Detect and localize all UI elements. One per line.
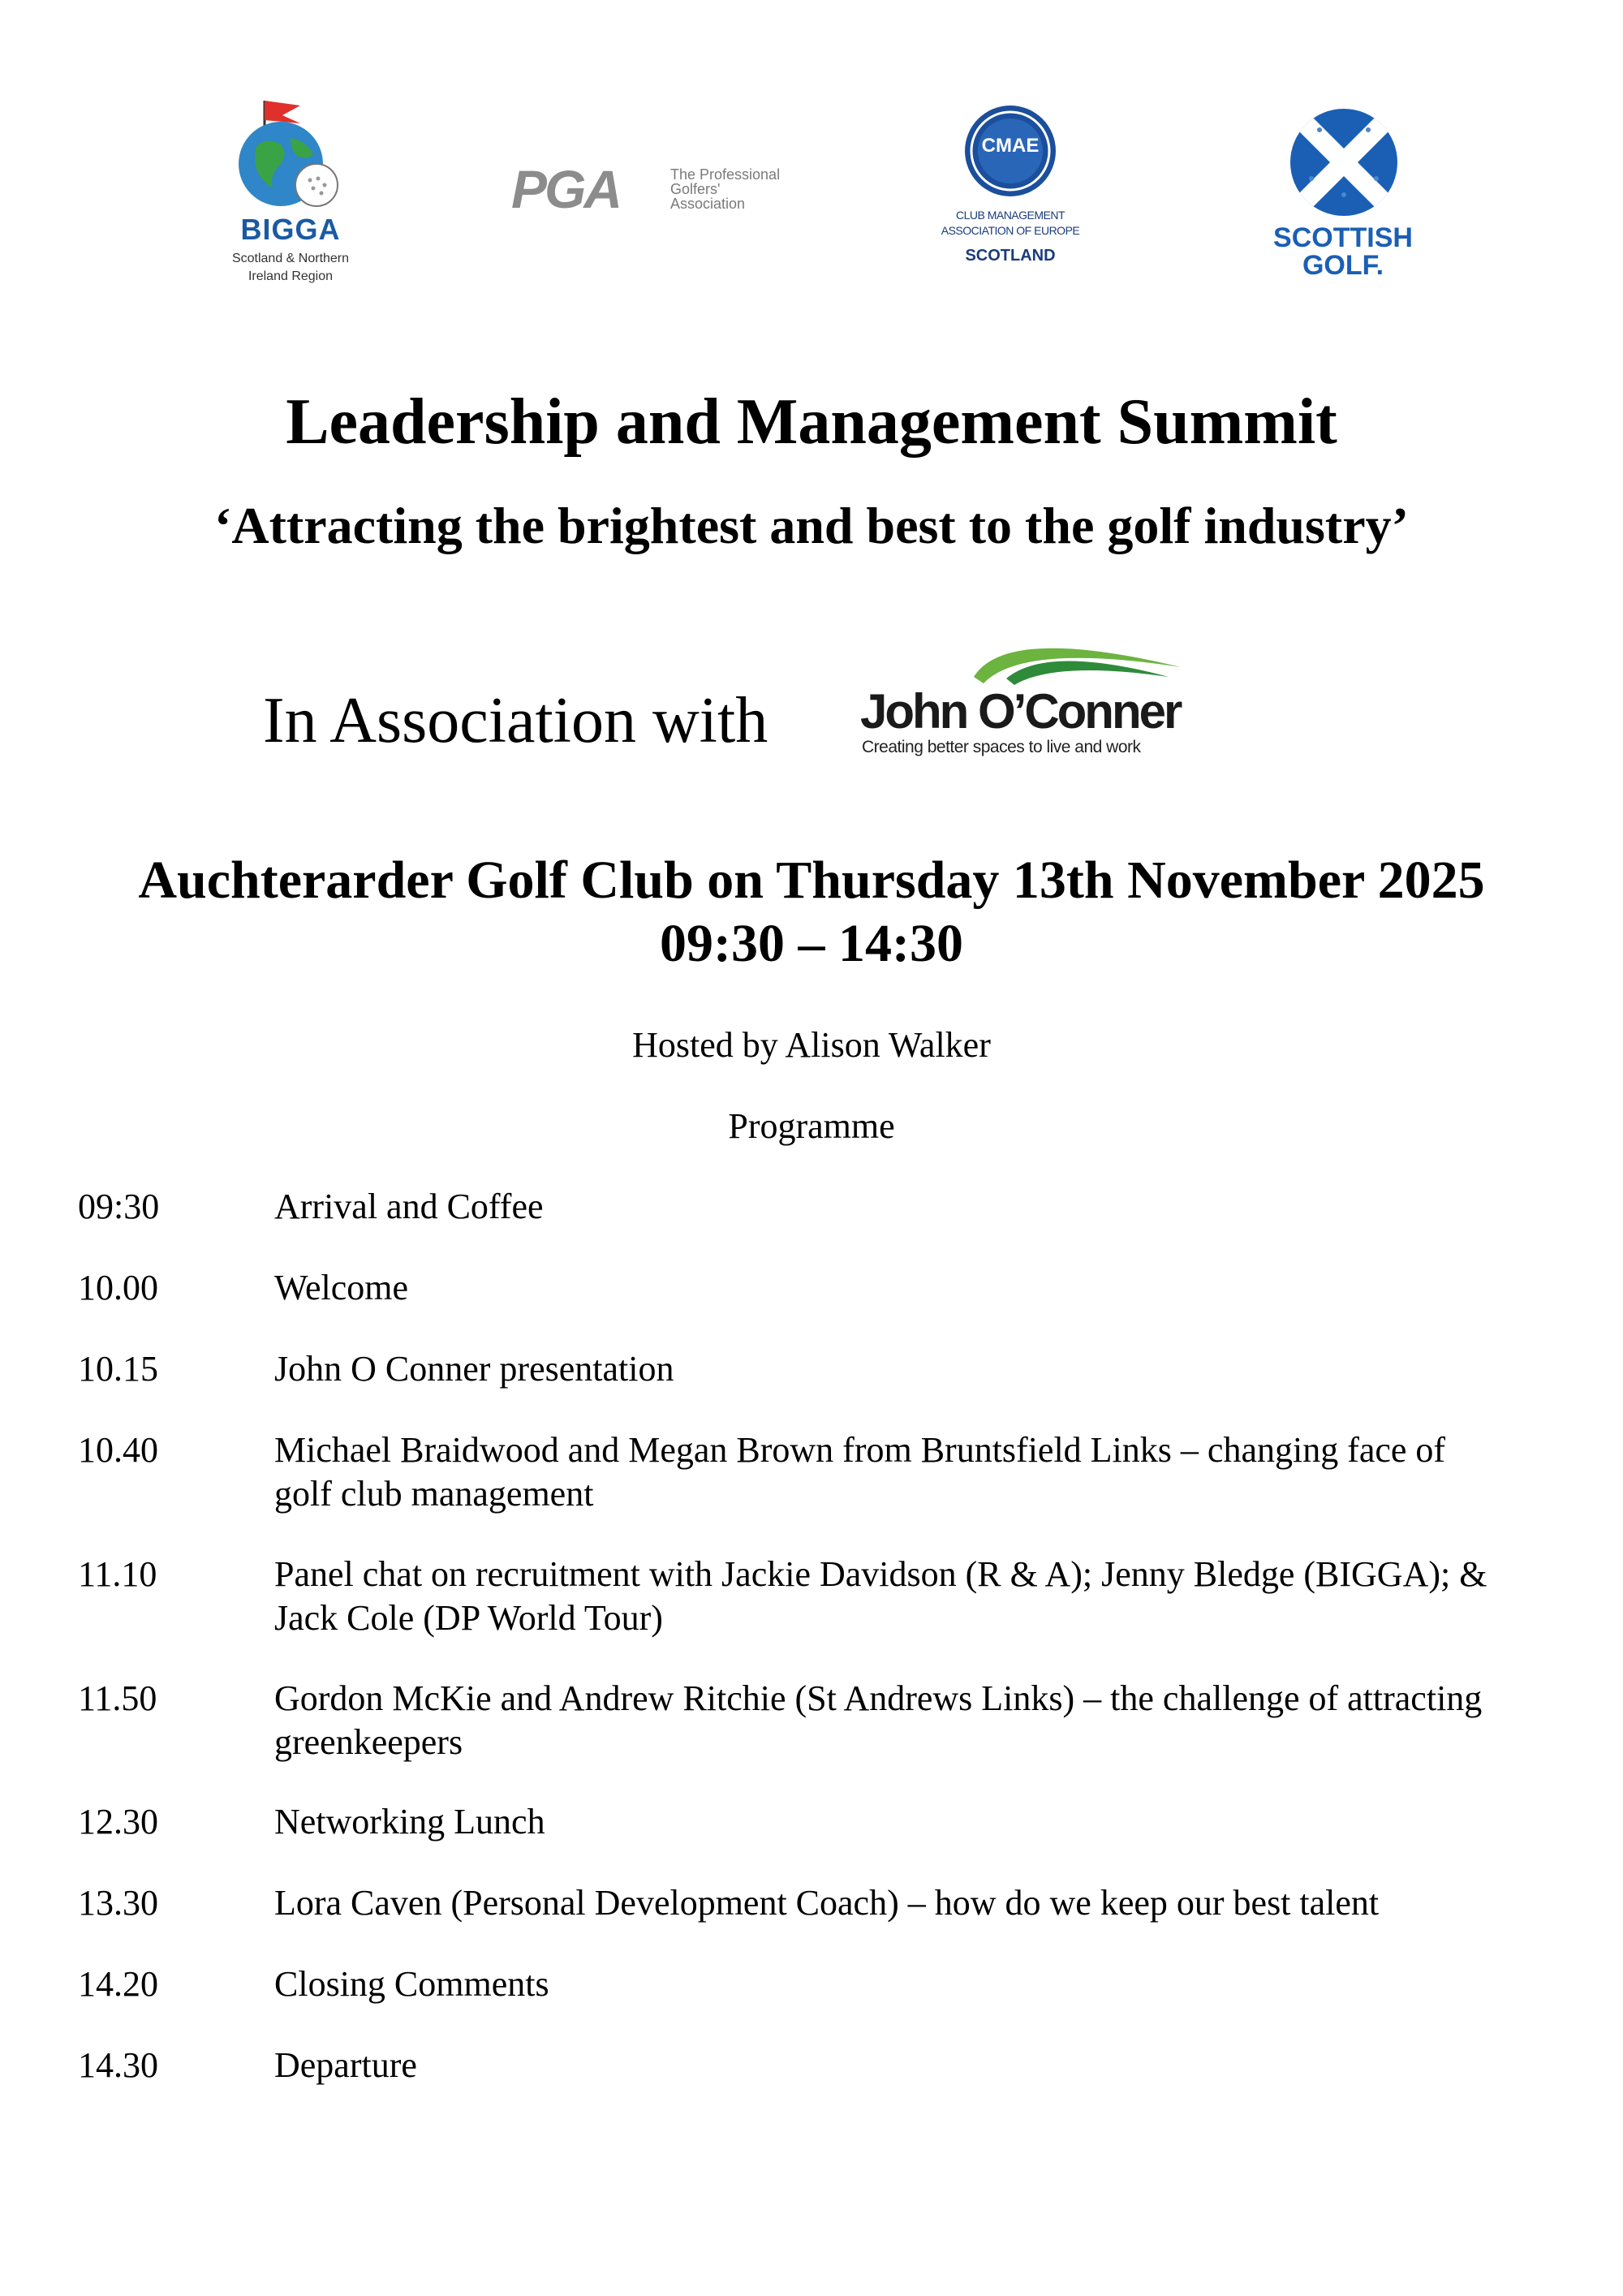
programme-description: Arrival and Coffee [274, 1187, 544, 1226]
programme-time: 10.40 [78, 1430, 158, 1470]
programme-time: 13.30 [78, 1883, 158, 1923]
pga-fullname: The Professional Golfers' Association [670, 166, 781, 212]
programme-time: 09:30 [78, 1187, 160, 1226]
cmae-scotland: SCOTLAND [965, 247, 1056, 265]
programme-time: 12.30 [78, 1802, 158, 1842]
cmae-logo [933, 104, 1087, 274]
host: Hosted by Alison Walker [632, 1025, 991, 1065]
programme-description: Networking Lunch [274, 1802, 545, 1842]
programme-time: 14.30 [78, 2045, 158, 2085]
programme-description: Michael Braidwood and Megan Brown from Bruntsfield Links – changing face of golf club management [274, 1430, 1446, 1514]
programme-description: Panel chat on recruitment with Jackie Davidson (R & A); Jenny Bledge (BIGGA); & Jack Cole (DP World Tour) [274, 1554, 1487, 1638]
page-title: Leadership and Management Summit [286, 386, 1337, 458]
programme-time: 11.10 [78, 1554, 157, 1594]
saltire-golf-ball-icon [1287, 106, 1401, 219]
pga-name: PGA [511, 159, 621, 219]
programme-description: Lora Caven (Personal Development Coach) – how do we keep our best talent [274, 1883, 1380, 1923]
programme-description: Welcome [274, 1268, 409, 1307]
john-oconner-tagline: Creating better spaces to live and work [862, 738, 1141, 756]
swoosh-icon [974, 625, 1185, 690]
programme-description: Departure [274, 2045, 417, 2085]
bigga-name: BIGGA [240, 213, 341, 246]
programme-heading: Programme [728, 1106, 895, 1146]
sponsor-logos [0, 0, 1623, 308]
association-text: In Association with [263, 685, 768, 756]
scottish-golf-name: SCOTTISH GOLF. [1273, 222, 1413, 281]
programme-description: Gordon McKie and Andrew Ritchie (St Andrews Links) – the challenge of attracting greenkeepers [274, 1678, 1483, 1762]
programme-time: 10.15 [78, 1349, 158, 1389]
john-oconner-logo [860, 625, 1185, 771]
bigga-logo [217, 97, 364, 292]
event-times: 09:30 – 14:30 [660, 914, 963, 973]
page-subtitle: ‘Attracting the brightest and best to the golf industry’ [214, 497, 1409, 554]
bigga-region: Scotland & Northern Ireland Region [231, 252, 350, 283]
cmae-fullname: CLUB MANAGEMENT ASSOCIATION OF EUROPE [941, 209, 1080, 237]
pga-logo [511, 159, 795, 219]
venue-date: Auchterarder Golf Club on Thursday 13th November 2025 [138, 851, 1485, 910]
programme-description: John O Conner presentation [274, 1349, 674, 1389]
programme-description: Closing Comments [274, 1964, 549, 2004]
programme-time: 10.00 [78, 1268, 158, 1307]
programme-time: 14.20 [78, 1964, 158, 2004]
cmae-name: CMAE [981, 135, 1040, 157]
programme-time: 11.50 [78, 1678, 157, 1718]
bigga-globe-icon [232, 97, 349, 211]
scottish-golf-logo [1266, 106, 1420, 284]
john-oconner-name: John O’Conner [860, 684, 1181, 739]
